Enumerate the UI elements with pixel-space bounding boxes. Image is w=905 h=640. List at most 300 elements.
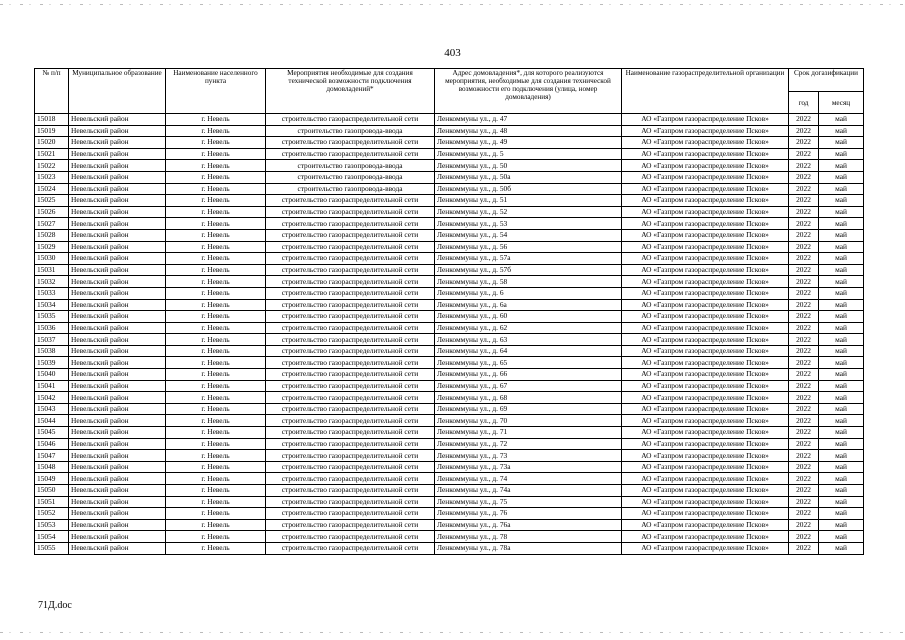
cell-org: АО «Газпром газораспределение Псков» xyxy=(622,334,789,346)
cell-year: 2022 xyxy=(789,369,819,381)
table-row xyxy=(35,461,864,473)
cell-district: Невельский район xyxy=(69,264,166,276)
cell-year: 2022 xyxy=(789,160,819,172)
table-row xyxy=(35,160,864,172)
cell-city: г. Невель xyxy=(166,542,266,554)
table-row xyxy=(35,542,864,554)
table-row xyxy=(35,253,864,265)
cell-work: строительство газопровода-ввода xyxy=(266,160,435,172)
cell-city: г. Невель xyxy=(166,311,266,323)
cell-num: 15027 xyxy=(35,218,69,230)
cell-num: 15041 xyxy=(35,380,69,392)
cell-month: май xyxy=(819,461,864,473)
cell-num: 15018 xyxy=(35,114,69,126)
table-row xyxy=(35,322,864,334)
cell-org: АО «Газпром газораспределение Псков» xyxy=(622,253,789,265)
cell-year: 2022 xyxy=(789,287,819,299)
cell-month: май xyxy=(819,438,864,450)
cell-month: май xyxy=(819,380,864,392)
cell-org: АО «Газпром газораспределение Псков» xyxy=(622,450,789,462)
cell-month: май xyxy=(819,542,864,554)
cell-address: Ленкоммуны ул., д. 50б xyxy=(435,183,622,195)
cell-district: Невельский район xyxy=(69,160,166,172)
cell-month: май xyxy=(819,415,864,427)
table-row xyxy=(35,183,864,195)
cell-org: АО «Газпром газораспределение Псков» xyxy=(622,114,789,126)
cell-month: май xyxy=(819,485,864,497)
cell-month: май xyxy=(819,473,864,485)
cell-district: Невельский район xyxy=(69,183,166,195)
cell-city: г. Невель xyxy=(166,485,266,497)
cell-year: 2022 xyxy=(789,218,819,230)
cell-city: г. Невель xyxy=(166,253,266,265)
cell-address: Ленкоммуны ул., д. 52 xyxy=(435,206,622,218)
cell-year: 2022 xyxy=(789,380,819,392)
cell-district: Невельский район xyxy=(69,427,166,439)
cell-work: строительство газораспределительной сети xyxy=(266,287,435,299)
cell-city: г. Невель xyxy=(166,496,266,508)
cell-district: Невельский район xyxy=(69,508,166,520)
cell-org: АО «Газпром газораспределение Псков» xyxy=(622,241,789,253)
cell-address: Ленкоммуны ул., д. 49 xyxy=(435,137,622,149)
cell-address: Ленкоммуны ул., д. 71 xyxy=(435,427,622,439)
cell-district: Невельский район xyxy=(69,322,166,334)
cell-city: г. Невель xyxy=(166,519,266,531)
header-month: месяц xyxy=(819,92,864,114)
cell-work: строительство газораспределительной сети xyxy=(266,334,435,346)
cell-city: г. Невель xyxy=(166,369,266,381)
cell-month: май xyxy=(819,508,864,520)
cell-year: 2022 xyxy=(789,183,819,195)
cell-work: строительство газораспределительной сети xyxy=(266,276,435,288)
cell-district: Невельский район xyxy=(69,311,166,323)
cell-district: Невельский район xyxy=(69,125,166,137)
cell-year: 2022 xyxy=(789,496,819,508)
cell-city: г. Невель xyxy=(166,299,266,311)
cell-city: г. Невель xyxy=(166,218,266,230)
cell-work: строительство газораспределительной сети xyxy=(266,253,435,265)
table-row xyxy=(35,206,864,218)
cell-district: Невельский район xyxy=(69,334,166,346)
cell-work: строительство газораспределительной сети xyxy=(266,369,435,381)
cell-city: г. Невель xyxy=(166,137,266,149)
cell-year: 2022 xyxy=(789,392,819,404)
cell-org: АО «Газпром газораспределение Псков» xyxy=(622,171,789,183)
cell-month: май xyxy=(819,171,864,183)
table-row xyxy=(35,508,864,520)
cell-work: строительство газораспределительной сети xyxy=(266,137,435,149)
cell-address: Ленкоммуны ул., д. 48 xyxy=(435,125,622,137)
table-row xyxy=(35,380,864,392)
cell-address: Ленкоммуны ул., д. 63 xyxy=(435,334,622,346)
cell-year: 2022 xyxy=(789,148,819,160)
footer-filename: 71Д.doc xyxy=(38,600,72,611)
cell-org: АО «Газпром газораспределение Псков» xyxy=(622,264,789,276)
cell-district: Невельский район xyxy=(69,148,166,160)
cell-city: г. Невель xyxy=(166,345,266,357)
cell-num: 15019 xyxy=(35,125,69,137)
cell-work: строительство газораспределительной сети xyxy=(266,322,435,334)
cell-month: май xyxy=(819,160,864,172)
cell-city: г. Невель xyxy=(166,241,266,253)
cell-city: г. Невель xyxy=(166,322,266,334)
cell-work: строительство газораспределительной сети xyxy=(266,357,435,369)
cell-month: май xyxy=(819,148,864,160)
cell-address: Ленкоммуны ул., д. 76 xyxy=(435,508,622,520)
cell-work: строительство газораспределительной сети xyxy=(266,311,435,323)
cell-year: 2022 xyxy=(789,485,819,497)
cell-num: 15032 xyxy=(35,276,69,288)
table-row xyxy=(35,345,864,357)
cell-month: май xyxy=(819,183,864,195)
cell-org: АО «Газпром газораспределение Псков» xyxy=(622,496,789,508)
cell-org: АО «Газпром газораспределение Псков» xyxy=(622,357,789,369)
cell-work: строительство газораспределительной сети xyxy=(266,438,435,450)
cell-district: Невельский район xyxy=(69,496,166,508)
cell-org: АО «Газпром газораспределение Псков» xyxy=(622,287,789,299)
cell-district: Невельский район xyxy=(69,473,166,485)
cell-month: май xyxy=(819,125,864,137)
cell-work: строительство газораспределительной сети xyxy=(266,531,435,543)
cell-year: 2022 xyxy=(789,334,819,346)
cell-num: 15037 xyxy=(35,334,69,346)
cell-city: г. Невель xyxy=(166,461,266,473)
table-row xyxy=(35,519,864,531)
table-row xyxy=(35,299,864,311)
cell-city: г. Невель xyxy=(166,357,266,369)
cell-year: 2022 xyxy=(789,450,819,462)
header-org: Наименование газораспределительной организации xyxy=(622,69,789,114)
cell-address: Ленкоммуны ул., д. 72 xyxy=(435,438,622,450)
header-works: Мероприятия необходимые для создания технической возможности подключения домовладений* xyxy=(266,69,435,114)
cell-district: Невельский район xyxy=(69,241,166,253)
table-row xyxy=(35,276,864,288)
cell-district: Невельский район xyxy=(69,450,166,462)
cell-month: май xyxy=(819,229,864,241)
cell-org: АО «Газпром газораспределение Псков» xyxy=(622,322,789,334)
cell-work: строительство газораспределительной сети xyxy=(266,473,435,485)
cell-address: Ленкоммуны ул., д. 47 xyxy=(435,114,622,126)
cell-district: Невельский район xyxy=(69,485,166,497)
cell-work: строительство газораспределительной сети xyxy=(266,229,435,241)
cell-num: 15045 xyxy=(35,427,69,439)
cell-year: 2022 xyxy=(789,276,819,288)
cell-year: 2022 xyxy=(789,171,819,183)
cell-work: строительство газопровода-ввода xyxy=(266,125,435,137)
cell-org: АО «Газпром газораспределение Псков» xyxy=(622,392,789,404)
cell-address: Ленкоммуны ул., д. 53 xyxy=(435,218,622,230)
cell-district: Невельский район xyxy=(69,415,166,427)
scan-edge-top xyxy=(0,4,905,5)
header-year: год xyxy=(789,92,819,114)
cell-num: 15033 xyxy=(35,287,69,299)
cell-district: Невельский район xyxy=(69,114,166,126)
cell-address: Ленкоммуны ул., д. 73 xyxy=(435,450,622,462)
cell-city: г. Невель xyxy=(166,508,266,520)
cell-month: май xyxy=(819,114,864,126)
cell-work: строительство газораспределительной сети xyxy=(266,380,435,392)
cell-org: АО «Газпром газораспределение Псков» xyxy=(622,311,789,323)
table-row xyxy=(35,125,864,137)
cell-district: Невельский район xyxy=(69,287,166,299)
cell-district: Невельский район xyxy=(69,369,166,381)
cell-address: Ленкоммуны ул., д. 58 xyxy=(435,276,622,288)
table-row xyxy=(35,531,864,543)
cell-org: АО «Газпром газораспределение Псков» xyxy=(622,380,789,392)
cell-address: Ленкоммуны ул., д. 66 xyxy=(435,369,622,381)
cell-num: 15046 xyxy=(35,438,69,450)
cell-month: май xyxy=(819,403,864,415)
cell-work: строительство газораспределительной сети xyxy=(266,148,435,160)
cell-city: г. Невель xyxy=(166,392,266,404)
cell-address: Ленкоммуны ул., д. 78а xyxy=(435,542,622,554)
cell-district: Невельский район xyxy=(69,392,166,404)
cell-address: Ленкоммуны ул., д. 65 xyxy=(435,357,622,369)
cell-address: Ленкоммуны ул., д. 50 xyxy=(435,160,622,172)
cell-year: 2022 xyxy=(789,542,819,554)
cell-month: май xyxy=(819,264,864,276)
cell-year: 2022 xyxy=(789,125,819,137)
cell-year: 2022 xyxy=(789,114,819,126)
cell-city: г. Невель xyxy=(166,403,266,415)
table-row xyxy=(35,241,864,253)
cell-address: Ленкоммуны ул., д. 76а xyxy=(435,519,622,531)
cell-org: АО «Газпром газораспределение Псков» xyxy=(622,183,789,195)
cell-city: г. Невель xyxy=(166,114,266,126)
cell-org: АО «Газпром газораспределение Псков» xyxy=(622,160,789,172)
cell-work: строительство газораспределительной сети xyxy=(266,264,435,276)
table-row xyxy=(35,369,864,381)
table-row xyxy=(35,334,864,346)
cell-org: АО «Газпром газораспределение Псков» xyxy=(622,531,789,543)
cell-num: 15050 xyxy=(35,485,69,497)
cell-year: 2022 xyxy=(789,427,819,439)
cell-work: строительство газораспределительной сети xyxy=(266,496,435,508)
table-row xyxy=(35,229,864,241)
cell-month: май xyxy=(819,369,864,381)
cell-district: Невельский район xyxy=(69,380,166,392)
cell-district: Невельский район xyxy=(69,206,166,218)
cell-district: Невельский район xyxy=(69,137,166,149)
table-row xyxy=(35,137,864,149)
cell-district: Невельский район xyxy=(69,299,166,311)
cell-city: г. Невель xyxy=(166,334,266,346)
cell-city: г. Невель xyxy=(166,148,266,160)
cell-year: 2022 xyxy=(789,473,819,485)
cell-address: Ленкоммуны ул., д. 60 xyxy=(435,311,622,323)
cell-month: май xyxy=(819,137,864,149)
cell-city: г. Невель xyxy=(166,206,266,218)
cell-work: строительство газопровода-ввода xyxy=(266,171,435,183)
cell-year: 2022 xyxy=(789,264,819,276)
cell-city: г. Невель xyxy=(166,415,266,427)
cell-work: строительство газораспределительной сети xyxy=(266,195,435,207)
cell-year: 2022 xyxy=(789,195,819,207)
cell-org: АО «Газпром газораспределение Псков» xyxy=(622,345,789,357)
header-num: № п/п xyxy=(35,69,69,114)
cell-num: 15030 xyxy=(35,253,69,265)
cell-address: Ленкоммуны ул., д. 54 xyxy=(435,229,622,241)
cell-org: АО «Газпром газораспределение Псков» xyxy=(622,415,789,427)
cell-address: Ленкоммуны ул., д. 51 xyxy=(435,195,622,207)
cell-num: 15025 xyxy=(35,195,69,207)
cell-address: Ленкоммуны ул., д. 67 xyxy=(435,380,622,392)
table-row xyxy=(35,311,864,323)
table-row xyxy=(35,114,864,126)
cell-month: май xyxy=(819,322,864,334)
cell-district: Невельский район xyxy=(69,195,166,207)
cell-year: 2022 xyxy=(789,345,819,357)
cell-num: 15024 xyxy=(35,183,69,195)
cell-num: 15040 xyxy=(35,369,69,381)
cell-district: Невельский район xyxy=(69,519,166,531)
cell-org: АО «Газпром газораспределение Псков» xyxy=(622,148,789,160)
cell-year: 2022 xyxy=(789,229,819,241)
cell-num: 15042 xyxy=(35,392,69,404)
cell-num: 15029 xyxy=(35,241,69,253)
cell-year: 2022 xyxy=(789,137,819,149)
table-row xyxy=(35,264,864,276)
cell-num: 15021 xyxy=(35,148,69,160)
cell-address: Ленкоммуны ул., д. 69 xyxy=(435,403,622,415)
cell-num: 15020 xyxy=(35,137,69,149)
cell-num: 15051 xyxy=(35,496,69,508)
cell-num: 15034 xyxy=(35,299,69,311)
cell-address: Ленкоммуны ул., д. 70 xyxy=(435,415,622,427)
cell-org: АО «Газпром газораспределение Псков» xyxy=(622,137,789,149)
cell-num: 15026 xyxy=(35,206,69,218)
cell-num: 15036 xyxy=(35,322,69,334)
cell-address: Ленкоммуны ул., д. 57б xyxy=(435,264,622,276)
cell-work: строительство газораспределительной сети xyxy=(266,241,435,253)
cell-address: Ленкоммуны ул., д. 5 xyxy=(435,148,622,160)
cell-num: 15047 xyxy=(35,450,69,462)
cell-address: Ленкоммуны ул., д. 57а xyxy=(435,253,622,265)
cell-num: 15039 xyxy=(35,357,69,369)
cell-month: май xyxy=(819,253,864,265)
cell-org: АО «Газпром газораспределение Псков» xyxy=(622,299,789,311)
header-city: Наименование населенного пункта xyxy=(166,69,266,114)
cell-work: строительство газораспределительной сети xyxy=(266,218,435,230)
cell-num: 15023 xyxy=(35,171,69,183)
cell-year: 2022 xyxy=(789,461,819,473)
cell-year: 2022 xyxy=(789,299,819,311)
cell-year: 2022 xyxy=(789,508,819,520)
cell-district: Невельский район xyxy=(69,171,166,183)
cell-num: 15054 xyxy=(35,531,69,543)
cell-num: 15044 xyxy=(35,415,69,427)
cell-work: строительство газораспределительной сети xyxy=(266,508,435,520)
cell-month: май xyxy=(819,496,864,508)
cell-city: г. Невель xyxy=(166,531,266,543)
cell-org: АО «Газпром газораспределение Псков» xyxy=(622,369,789,381)
cell-work: строительство газораспределительной сети xyxy=(266,542,435,554)
table-row xyxy=(35,427,864,439)
cell-district: Невельский район xyxy=(69,461,166,473)
cell-num: 15031 xyxy=(35,264,69,276)
cell-city: г. Невель xyxy=(166,380,266,392)
cell-month: май xyxy=(819,311,864,323)
cell-address: Ленкоммуны ул., д. 50а xyxy=(435,171,622,183)
cell-month: май xyxy=(819,287,864,299)
cell-city: г. Невель xyxy=(166,473,266,485)
cell-num: 15035 xyxy=(35,311,69,323)
cell-org: АО «Газпром газораспределение Псков» xyxy=(622,542,789,554)
cell-city: г. Невель xyxy=(166,264,266,276)
cell-num: 15022 xyxy=(35,160,69,172)
cell-district: Невельский район xyxy=(69,531,166,543)
cell-district: Невельский район xyxy=(69,438,166,450)
gasification-table xyxy=(34,68,864,555)
cell-city: г. Невель xyxy=(166,160,266,172)
cell-num: 15052 xyxy=(35,508,69,520)
cell-work: строительство газораспределительной сети xyxy=(266,206,435,218)
cell-district: Невельский район xyxy=(69,218,166,230)
table-row xyxy=(35,403,864,415)
cell-month: май xyxy=(819,531,864,543)
cell-address: Ленкоммуны ул., д. 73а xyxy=(435,461,622,473)
cell-city: г. Невель xyxy=(166,450,266,462)
cell-city: г. Невель xyxy=(166,183,266,195)
table-row xyxy=(35,485,864,497)
cell-work: строительство газораспределительной сети xyxy=(266,427,435,439)
cell-year: 2022 xyxy=(789,206,819,218)
table-row xyxy=(35,415,864,427)
table-row xyxy=(35,450,864,462)
cell-work: строительство газораспределительной сети xyxy=(266,415,435,427)
cell-month: май xyxy=(819,299,864,311)
cell-work: строительство газораспределительной сети xyxy=(266,345,435,357)
cell-year: 2022 xyxy=(789,519,819,531)
table-row xyxy=(35,171,864,183)
cell-org: АО «Газпром газораспределение Псков» xyxy=(622,125,789,137)
cell-address: Ленкоммуны ул., д. 56 xyxy=(435,241,622,253)
header-address: Адрес домовладения*, для которого реализуются мероприятия, необходимые для создания технической возможности его подключения (улица, номер домовладения) xyxy=(435,69,622,114)
table-row xyxy=(35,392,864,404)
cell-month: май xyxy=(819,206,864,218)
cell-address: Ленкоммуны ул., д. 68 xyxy=(435,392,622,404)
cell-month: май xyxy=(819,241,864,253)
cell-year: 2022 xyxy=(789,357,819,369)
cell-org: АО «Газпром газораспределение Псков» xyxy=(622,206,789,218)
cell-address: Ленкоммуны ул., д. 64 xyxy=(435,345,622,357)
cell-org: АО «Газпром газораспределение Псков» xyxy=(622,218,789,230)
cell-address: Ленкоммуны ул., д. 74а xyxy=(435,485,622,497)
cell-work: строительство газопровода-ввода xyxy=(266,183,435,195)
cell-district: Невельский район xyxy=(69,357,166,369)
cell-city: г. Невель xyxy=(166,287,266,299)
cell-address: Ленкоммуны ул., д. 62 xyxy=(435,322,622,334)
table-row xyxy=(35,438,864,450)
cell-org: АО «Газпром газораспределение Псков» xyxy=(622,485,789,497)
cell-month: май xyxy=(819,450,864,462)
cell-work: строительство газораспределительной сети xyxy=(266,299,435,311)
cell-address: Ленкоммуны ул., д. 78 xyxy=(435,531,622,543)
table-row xyxy=(35,195,864,207)
cell-district: Невельский район xyxy=(69,253,166,265)
header-term: Срок догазификации xyxy=(789,69,864,92)
cell-work: строительство газораспределительной сети xyxy=(266,519,435,531)
table-row xyxy=(35,287,864,299)
cell-org: АО «Газпром газораспределение Псков» xyxy=(622,473,789,485)
cell-work: строительство газораспределительной сети xyxy=(266,392,435,404)
cell-city: г. Невель xyxy=(166,427,266,439)
cell-work: строительство газораспределительной сети xyxy=(266,403,435,415)
cell-month: май xyxy=(819,519,864,531)
cell-city: г. Невель xyxy=(166,125,266,137)
table-row xyxy=(35,473,864,485)
table-row xyxy=(35,496,864,508)
